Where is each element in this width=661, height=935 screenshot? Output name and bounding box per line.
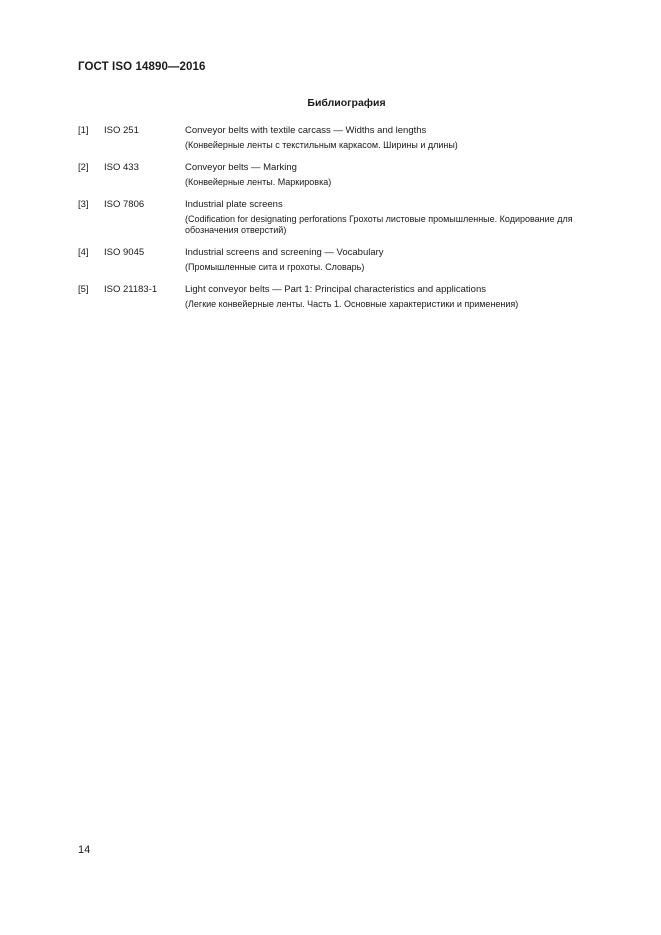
reference-title: Conveyor belts — Marking <box>185 162 297 173</box>
reference-item <box>78 283 618 310</box>
reference-code: ISO 7806 <box>104 199 145 210</box>
reference-body <box>185 124 618 151</box>
reference-number: [2] <box>78 162 89 173</box>
reference-title: Industrial plate screens <box>185 199 283 210</box>
reference-item <box>78 124 618 151</box>
reference-item <box>78 246 618 273</box>
bibliography-list <box>78 124 618 320</box>
reference-code: ISO 21183-1 <box>104 284 158 295</box>
reference-number: [3] <box>78 199 89 210</box>
reference-code: ISO 9045 <box>104 247 145 258</box>
reference-title: Conveyor belts with textile carcass — Widths and lengths <box>185 125 427 136</box>
reference-translation: (Легкие конвейерные ленты. Часть 1. Основные характеристики и применения) <box>185 299 519 309</box>
reference-translation: (Codification for designating perforations Грохоты листовые промышленные. Кодирование для обозначения отверстий) <box>185 214 573 235</box>
reference-body <box>185 198 618 236</box>
reference-translation: (Конвейерные ленты. Маркировка) <box>185 177 332 187</box>
reference-title: Industrial screens and screening — Vocabulary <box>185 247 384 258</box>
reference-translation: (Промышленные сита и грохоты. Словарь) <box>185 262 365 272</box>
reference-code: ISO 251 <box>104 125 139 136</box>
reference-translation: (Конвейерные ленты с текстильным каркасом. Ширины и длины) <box>185 140 458 150</box>
reference-body <box>185 246 618 273</box>
document-id: ГОСТ ISO 14890—2016 <box>78 61 206 73</box>
reference-item <box>78 161 618 188</box>
reference-code: ISO 433 <box>104 162 139 173</box>
reference-number: [5] <box>78 284 89 295</box>
reference-title: Light conveyor belts — Part 1: Principal characteristics and applications <box>185 284 486 295</box>
reference-item <box>78 198 618 236</box>
reference-body <box>185 283 618 310</box>
section-title: Библиография <box>307 97 386 109</box>
page-number: 14 <box>78 844 91 856</box>
reference-body <box>185 161 618 188</box>
reference-number: [4] <box>78 247 89 258</box>
reference-number: [1] <box>78 125 89 136</box>
